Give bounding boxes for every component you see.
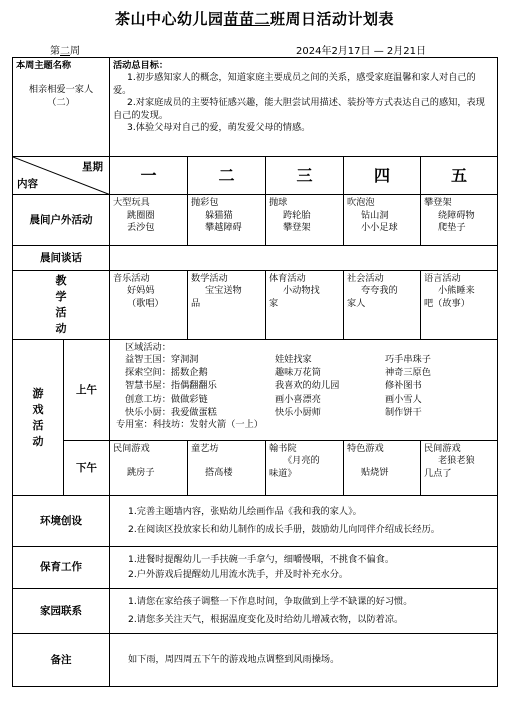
area-item: 修补图书 [385,380,422,392]
day-thursday: 四 [344,156,421,194]
area-grid [113,354,494,419]
cell-line: 攀登架 [283,221,311,233]
area-item: 神奇三原色 [385,367,431,379]
cell-line: 爬垫子 [438,221,466,233]
cell-line: 攀登架 [424,197,452,209]
theme-label: 本周主题名称 [16,60,72,71]
cell-line: 音乐活动 [113,272,150,284]
cell-line: 搭高楼 [205,467,233,479]
teaching-cell [421,270,498,339]
area-item: 画小喜漂亮 [275,393,321,405]
morning-talk-row [13,245,498,270]
family-item: 2.请您多关注天气，根据温度变化及时给幼儿增减衣物，以防着凉。 [128,613,404,625]
notes-content: 如下雨，周四周五下午的游戏地点调整到风雨操场。 [110,634,498,687]
cell-line: 数学活动 [191,272,228,284]
day-monday: 一 [110,156,188,194]
outdoor-cell [188,195,266,245]
environment-item: 2.在阅读区投放家长和幼儿制作的成长手册，鼓励幼儿向同伴介绍成长经历。 [128,524,440,536]
teaching-label [13,270,110,339]
week-number [50,42,80,57]
area-item: 益智王国：穿洞洞 [125,354,199,366]
goal-item: 2.对家庭成员的主要特征感兴趣，能大胆尝试用描述、装扮等方式表达自己的感知，表现自己的发现。 [113,97,485,121]
cell-line: 跨轮胎 [283,209,311,221]
cell-line: 躲猫猫 [205,209,233,221]
family-row [13,589,498,634]
family-content [110,589,498,634]
cell-line [347,455,417,467]
cell-line: 翰书院 [269,442,297,454]
care-label: 保育工作 [13,546,110,588]
cell-line: 宝宝送物 [205,285,242,297]
pm-cell [421,440,498,495]
area-item: 制作饼干 [385,406,422,418]
weekly-plan-table [12,57,498,687]
area-item: 巧手串珠子 [385,354,431,366]
class-name: 苗苗二 [223,10,270,28]
title-suffix: 班周日活动计划表 [270,10,395,28]
environment-content [110,496,498,546]
cell-line: 民间游戏 [424,442,461,454]
theme-row [13,58,498,157]
cell-line: 小小足球 [361,221,398,233]
cell-line [191,455,262,467]
cell-line: 吹泡泡 [347,197,375,209]
games-am-label: 上午 [64,340,110,441]
cell-line: 童艺坊 [191,442,219,454]
cell-line: 好妈妈 [127,285,155,297]
morning-talk-content [110,245,498,270]
corner-top: 星期 [82,160,103,173]
cell-line: 《月亮的 [283,455,320,467]
day-corner-cell [13,156,110,194]
cell-line: 小动物找 [283,285,320,297]
week-suffix: 周 [70,46,80,57]
games-am-row [13,340,498,441]
teaching-cell [266,270,344,339]
outdoor-cell [266,195,344,245]
goals-cell [110,58,498,157]
cell-line: 语言活动 [424,272,461,284]
care-content [110,546,498,588]
goal-item: 1.初步感知家人的概念，知道家庭主要成员之间的关系，感受家庭温馨和家人对自己的爱。 [113,72,476,96]
teaching-cell [188,270,266,339]
cell-line: 大型玩具 [113,197,150,209]
games-label [13,340,64,496]
label-char: 学 [55,289,67,303]
cell-line: 抛彩包 [191,197,219,209]
games-pm-label: 下午 [64,440,110,495]
pm-cell [110,440,188,495]
outdoor-cell [110,195,188,245]
morning-outdoor-row [13,195,498,245]
games-pm-row [13,440,498,495]
teaching-cell [344,270,421,339]
cell-line: 家人 [347,297,366,309]
area-item: 快乐小厨师 [275,406,321,418]
morning-talk-label: 晨间谈话 [13,245,110,270]
cell-line: 几点了 [424,467,452,479]
area-item: 趣味万花筒 [275,367,321,379]
care-item: 1.进餐时提醒幼儿一手扶碗一手拿勺，细嚼慢咽，不挑食不偏食。 [128,553,395,565]
cell-line: 跳圈圈 [127,209,155,221]
week-dates: 2024年2月17日 — 2月21日 [296,46,426,57]
cell-line: 品 [191,297,201,309]
page-title [0,8,509,29]
cell-line: 体育活动 [269,272,306,284]
day-tuesday: 二 [188,156,266,194]
cell-line: 丢沙包 [127,221,155,233]
goals-title: 活动总目标： [113,60,169,71]
cell-line: 吧（故事） [424,297,470,309]
cell-line: 特色游戏 [347,442,384,454]
area-item: 探索空间：摇数企鹅 [125,367,208,379]
label-char: 戏 [32,402,44,416]
cell-line: 贴烧饼 [361,467,389,479]
environment-row [13,496,498,546]
label-char: 活 [55,305,67,319]
morning-outdoor-label: 晨间户外活动 [13,195,110,245]
day-friday: 五 [421,156,498,194]
theme-cell [13,58,110,157]
cell-line: 跳房子 [127,467,155,479]
care-item: 2.户外游戏后提醒幼儿用流水洗手，并及时补充水分。 [128,568,349,580]
cell-line [113,455,184,467]
care-row [13,546,498,588]
week-prefix: 第 [50,46,60,57]
theme-sub: （二） [47,96,75,108]
environment-label: 环境创设 [13,496,110,546]
outdoor-cell [344,195,421,245]
outdoor-cell [421,195,498,245]
teaching-row [13,270,498,339]
label-char: 活 [32,418,44,432]
label-char: 游 [32,386,44,400]
cell-line: 小熊睡来 [438,285,475,297]
label-char: 教 [55,274,67,288]
theme-name: 相亲相爱一家人 [28,84,94,96]
label-char: 动 [32,434,44,448]
cell-line: 社会活动 [347,272,384,284]
family-label: 家园联系 [13,589,110,634]
cell-line: 家 [269,297,279,309]
area-item: 创意工坊：做做彩链 [125,393,208,405]
area-item: 画小雪人 [385,393,422,405]
day-wednesday: 三 [266,156,344,194]
area-item: 我喜欢的幼儿园 [275,380,340,392]
notes-row [13,634,498,687]
pm-cell [188,440,266,495]
pm-cell [266,440,344,495]
cell-line: 绕障碍物 [438,209,475,221]
notes-label: 备注 [13,634,110,687]
environment-item: 1.完善主题墙内容，张贴幼儿绘画作品《我和我的家人》。 [128,505,362,517]
day-header-row [13,156,498,194]
cell-line: 夸夸我的 [361,285,398,297]
corner-bottom: 内容 [17,177,38,190]
area-activities-cell [110,340,498,441]
area-item: 娃娃找家 [275,354,312,366]
area-title: 区域活动： [125,342,171,354]
area-item: 快乐小厨：我爱做蛋糕 [125,406,217,418]
cell-line: 抛球 [269,197,288,209]
cell-line: （歌唱） [127,297,164,309]
cell-line: 味道》 [269,467,297,479]
goal-item: 3.体验父母对自己的爱，萌发爱父母的情感。 [127,122,311,134]
cell-line: 钻山洞 [361,209,389,221]
area-item: 智慧书屋：指偶翻翻乐 [125,380,217,392]
label-char: 动 [55,321,67,335]
pm-cell [344,440,421,495]
cell-line: 攀越障碍 [205,221,242,233]
special-room: 专用室：科技坊：发射火箭（一上） [116,418,263,430]
cell-line: 老狼老狼 [438,455,475,467]
kindergarten-name: 茶山中心幼儿园 [114,10,224,28]
cell-line: 民间游戏 [113,442,150,454]
week-num: 二 [60,46,70,57]
teaching-cell [110,270,188,339]
family-item: 1.请您在家给孩子调整一下作息时间，争取做到上学不缺课的好习惯。 [128,596,413,608]
